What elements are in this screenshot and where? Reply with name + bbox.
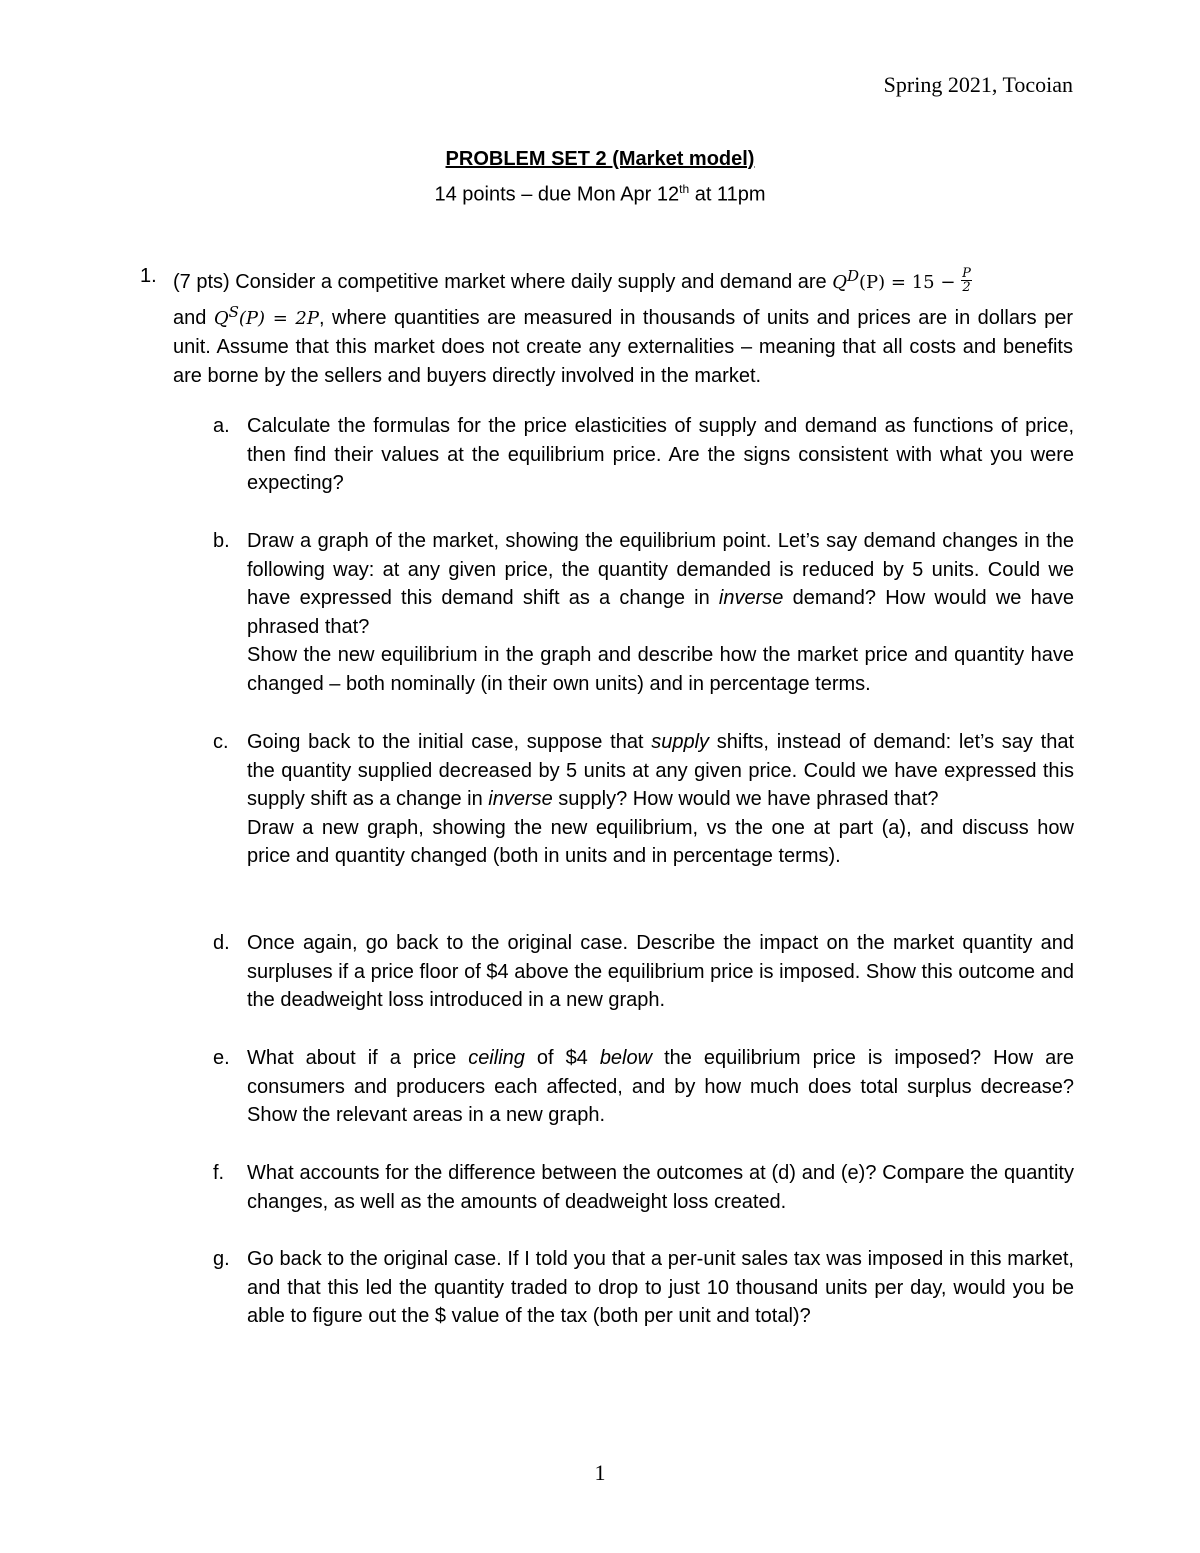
- part-label: a.: [213, 415, 230, 437]
- emphasis: inverse: [718, 587, 784, 609]
- part-g: [213, 1245, 1074, 1331]
- part-text-2: Draw a new graph, showing the new equilibrium, vs the one at part (a), and discuss how price and quantity changed (both in units and in percentage terms).: [247, 816, 1074, 867]
- supply-formula: [213, 302, 319, 329]
- page-number: 1: [594, 1460, 606, 1485]
- demand-args: (P) = 15 −: [859, 272, 956, 293]
- part-text: [247, 527, 1074, 641]
- part-text: What accounts for the difference between the outcomes at (d) and (e)? Compare the quantity changes, as well as the amounts of deadweight loss created.: [247, 1162, 1074, 1213]
- part-text: Go back to the original case. If I told you that a per-unit sales tax was imposed in this market, and that this led the quantity traded to drop to just 10 thousand units per day, would you be able to figure out the $ value of the tax (both per unit and total)?: [247, 1248, 1074, 1327]
- part-text: Calculate the formulas for the price elasticities of supply and demand as functions of price, then find their values at the equilibrium price. Are the signs consistent with what you were expecting?: [247, 415, 1074, 494]
- subtitle-text: 14 points – due Mon Apr 12: [434, 183, 680, 206]
- part-label: e.: [213, 1047, 230, 1069]
- supply-rest: (P) = 2P: [238, 307, 319, 329]
- part-c: [213, 728, 1075, 871]
- part-label: b.: [213, 530, 230, 552]
- part-a: [213, 412, 1074, 498]
- text-span: supply? How would we have phrased that?: [552, 788, 939, 810]
- demand-fraction: [961, 267, 972, 294]
- text-span: of $4: [524, 1047, 600, 1069]
- problem-number: 1.: [140, 265, 157, 287]
- text-span: demand? How would we have phrased that?: [247, 587, 1074, 638]
- title-block: [0, 144, 1200, 210]
- emphasis: inverse: [488, 788, 553, 810]
- and-word: and: [173, 306, 214, 329]
- text-span: Going back to the initial case, suppose that: [247, 731, 652, 753]
- part-text: [247, 1044, 1074, 1130]
- demand-sup: D: [846, 267, 860, 285]
- part-text: [247, 728, 1074, 814]
- fraction-numerator: P: [962, 265, 971, 281]
- part-d: [213, 929, 1074, 1015]
- emphasis: supply: [651, 731, 710, 753]
- text-span: the equilibrium price is imposed? How are consumers and producers each affected, and by how much does total surplus decrease? Show the relevant areas in a new graph.: [247, 1047, 1074, 1126]
- problem-1: [140, 262, 1073, 390]
- text-span: shifts, instead of demand: let’s say that the quantity supplied decreased by 5 units at any given price. Could we have expressed this supply shift as a change in: [247, 731, 1075, 810]
- emphasis: ceiling: [468, 1047, 525, 1069]
- part-f: [213, 1159, 1074, 1216]
- problem-intro-rest: , where quantities are measured in thousands of units and prices are in dollars per unit. Assume that this market does not create any externalities – meaning that all costs and benefits are borne by the sellers and buyers directly involved in the market.: [173, 306, 1073, 387]
- supply-sup: S: [228, 302, 239, 321]
- problem-set-subtitle: [0, 174, 1200, 210]
- text-span: What about if a price: [247, 1047, 469, 1069]
- emphasis: below: [599, 1047, 653, 1069]
- part-label: d.: [213, 932, 230, 954]
- part-label: g.: [213, 1248, 230, 1270]
- part-e: [213, 1044, 1074, 1130]
- problem-set-title: PROBLEM SET 2 (Market model): [445, 148, 755, 170]
- part-text: Once again, go back to the original case. Describe the impact on the market quantity and surpluses if a price floor of $4 above the equilibrium price is imposed. Show this outcome and the deadweight loss introduced in a new graph.: [247, 932, 1074, 1011]
- demand-formula: [832, 265, 972, 295]
- part-label: f.: [213, 1162, 225, 1184]
- text-span: Draw a graph of the market, showing the equilibrium point. Let’s say demand changes in the following way: at any given price, the quantity demanded is reduced by 5 units. Could we have expressed this demand shift as a change in: [247, 530, 1074, 609]
- part-text-2: Show the new equilibrium in the graph and describe how the market price and quantity have changed – both nominally (in their own units) and in percentage terms.: [247, 644, 1074, 695]
- subtitle-time: at 11pm: [689, 183, 766, 206]
- part-label: c.: [213, 731, 229, 753]
- demand-q: Q: [832, 272, 847, 293]
- subtitle-superscript: th: [679, 182, 690, 196]
- semester-header: Spring 2021, Tocoian: [883, 72, 1073, 97]
- supply-q: Q: [213, 307, 229, 329]
- part-b: [213, 527, 1074, 698]
- problem-intro: (7 pts) Consider a competitive market where daily supply and demand are: [173, 271, 833, 293]
- fraction-denominator: 2: [962, 279, 971, 295]
